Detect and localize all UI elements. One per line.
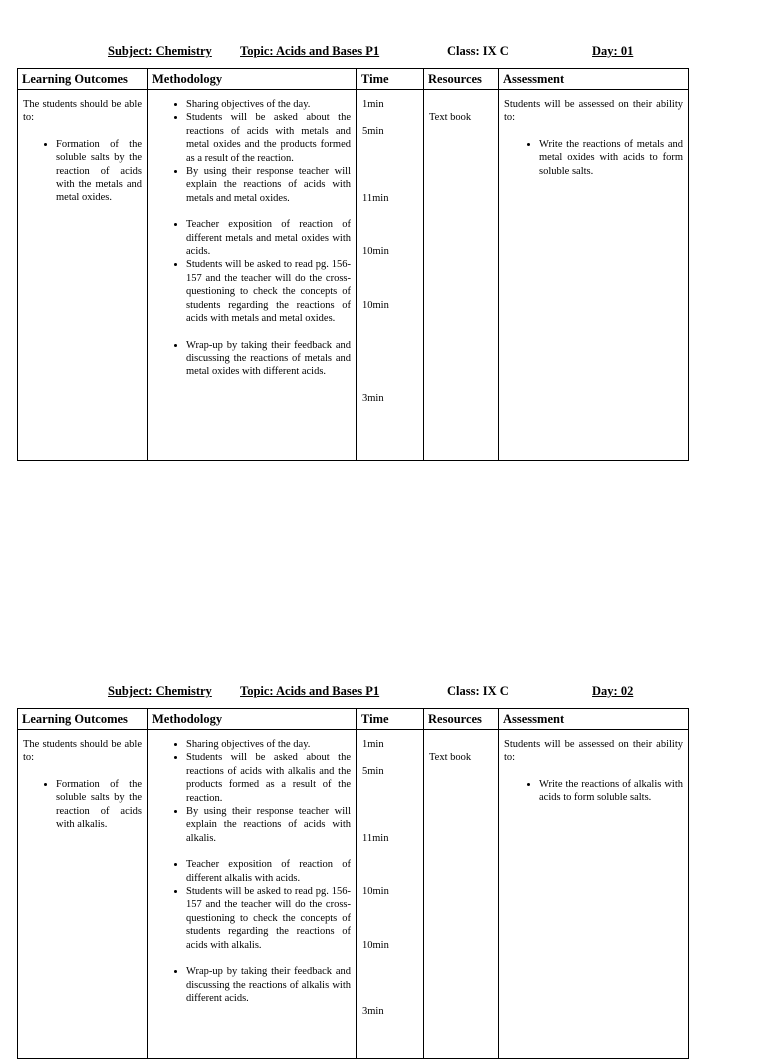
time-value: 10min bbox=[362, 940, 389, 951]
resources-cell bbox=[424, 90, 499, 461]
topic-label: Topic: Acids and Bases P1 bbox=[240, 684, 380, 698]
list-item: • Teacher exposition of reaction of different metals and metal oxides with acids. bbox=[186, 218, 351, 258]
time-cell bbox=[357, 90, 424, 461]
list-item: • By using their response teacher will explain the reactions of acids with alkalis. bbox=[186, 805, 351, 845]
day-label: Day: 02 bbox=[592, 684, 634, 698]
time-value: 5min bbox=[362, 766, 384, 777]
methodology-list bbox=[153, 738, 351, 1005]
column-header-assessment: Assessment bbox=[499, 69, 689, 90]
time-value: 1min bbox=[362, 739, 384, 750]
methodology-list bbox=[153, 98, 351, 379]
time-value: 10min bbox=[362, 886, 389, 897]
plan-header bbox=[17, 684, 688, 702]
list-item: • Formation of the soluble salts by the reaction of acids with the metals and metal oxides. bbox=[56, 138, 142, 205]
column-header-methodology: Methodology bbox=[148, 69, 357, 90]
resources-cell bbox=[424, 730, 499, 1059]
list-item: • Wrap-up by taking their feedback and discussing the reactions of metals and metal oxides with different acids. bbox=[186, 339, 351, 379]
list-item: • Sharing objectives of the day. bbox=[186, 98, 351, 111]
list-item: • Sharing objectives of the day. bbox=[186, 738, 351, 751]
lesson-plan-table bbox=[17, 68, 689, 461]
learning-outcomes-cell bbox=[18, 730, 148, 1059]
learning-outcomes-intro: The students should be able to: bbox=[23, 99, 142, 124]
table-row bbox=[18, 730, 689, 1059]
assessment-intro: Students will be assessed on their ability to: bbox=[504, 99, 683, 124]
list-item: • Write the reactions of alkalis with acids to form soluble salts. bbox=[539, 778, 683, 805]
time-value: 10min bbox=[362, 246, 389, 257]
list-item: • By using their response teacher will explain the reactions of acids with metals and metal oxides. bbox=[186, 165, 351, 205]
assessment-list bbox=[504, 138, 683, 178]
column-header-time: Time bbox=[357, 69, 424, 90]
column-header-methodology: Methodology bbox=[148, 709, 357, 730]
list-item: • Students will be asked about the reactions of acids with alkalis and the products formed as a result of the reaction. bbox=[186, 751, 351, 805]
table-header-row bbox=[18, 69, 689, 90]
column-header-learning-outcomes: Learning Outcomes bbox=[18, 709, 148, 730]
time-value: 1min bbox=[362, 99, 384, 110]
column-header-time: Time bbox=[357, 709, 424, 730]
time-value: 10min bbox=[362, 300, 389, 311]
time-cell bbox=[357, 730, 424, 1059]
time-value: 3min bbox=[362, 393, 384, 404]
learning-outcomes-list bbox=[23, 778, 142, 832]
table-header-row bbox=[18, 709, 689, 730]
resources-value: Text book bbox=[429, 752, 472, 763]
column-header-learning-outcomes: Learning Outcomes bbox=[18, 69, 148, 90]
learning-outcomes-list bbox=[23, 138, 142, 205]
day-label: Day: 01 bbox=[592, 44, 634, 58]
subject-label: Subject: Chemistry bbox=[108, 44, 212, 58]
list-item: • Wrap-up by taking their feedback and discussing the reactions of alkalis with different acids. bbox=[186, 965, 351, 1005]
column-header-resources: Resources bbox=[424, 69, 499, 90]
resources-value: Text book bbox=[429, 112, 472, 123]
time-value: 11min bbox=[362, 833, 389, 844]
list-item: • Students will be asked to read pg. 156-157 and the teacher will do the cross-questioning to check the concepts of students regarding the reactions of acids with alkalis. bbox=[186, 885, 351, 952]
time-value: 5min bbox=[362, 126, 384, 137]
plan-header bbox=[17, 44, 688, 62]
methodology-cell bbox=[148, 90, 357, 461]
learning-outcomes-intro: The students should be able to: bbox=[23, 739, 142, 764]
table-row bbox=[18, 90, 689, 461]
methodology-cell bbox=[148, 730, 357, 1059]
column-header-assessment: Assessment bbox=[499, 709, 689, 730]
topic-label: Topic: Acids and Bases P1 bbox=[240, 44, 380, 58]
list-item: • Students will be asked to read pg. 156-157 and the teacher will do the cross-questioning to check the concepts of students regarding the reactions of acids with metals and metal oxides. bbox=[186, 258, 351, 325]
column-header-resources: Resources bbox=[424, 709, 499, 730]
assessment-cell bbox=[499, 730, 689, 1059]
class-label: Class: IX C bbox=[447, 684, 509, 698]
subject-label: Subject: Chemistry bbox=[108, 684, 212, 698]
list-item: • Formation of the soluble salts by the reaction of acids with alkalis. bbox=[56, 778, 142, 832]
time-value: 3min bbox=[362, 1006, 384, 1017]
class-label: Class: IX C bbox=[447, 44, 509, 58]
learning-outcomes-cell bbox=[18, 90, 148, 461]
list-item: • Teacher exposition of reaction of different alkalis with acids. bbox=[186, 858, 351, 885]
list-item: • Write the reactions of metals and metal oxides with acids to form soluble salts. bbox=[539, 138, 683, 178]
assessment-intro: Students will be assessed on their ability to: bbox=[504, 739, 683, 764]
assessment-cell bbox=[499, 90, 689, 461]
list-item: • Students will be asked about the reactions of acids with metals and metal oxides and the products formed as a result of the reaction. bbox=[186, 111, 351, 165]
assessment-list bbox=[504, 778, 683, 805]
time-value: 11min bbox=[362, 193, 389, 204]
lesson-plan-table bbox=[17, 708, 689, 1059]
